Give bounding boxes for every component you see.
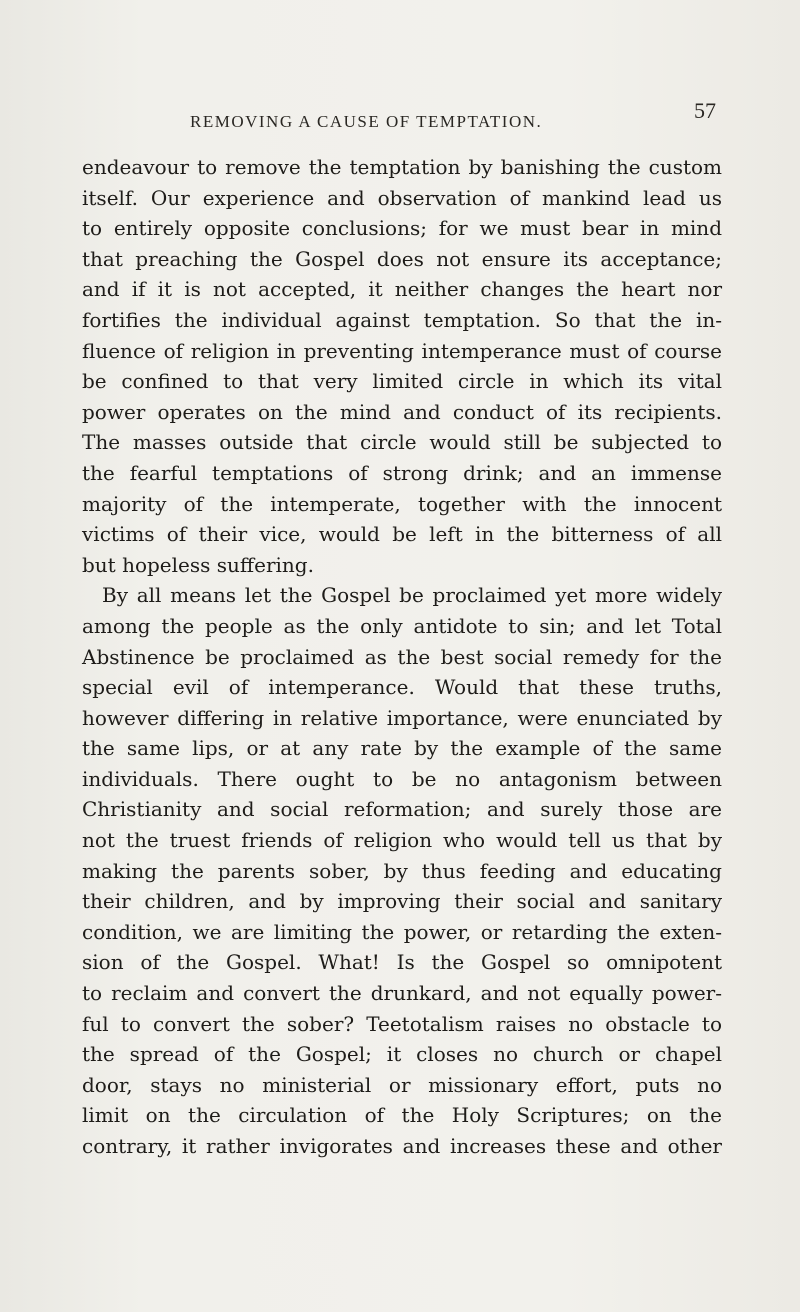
text-line: their children, and by improving their social and sanitary bbox=[82, 889, 722, 914]
text-line: Abstinence be proclaimed as the best social remedy for the bbox=[82, 644, 722, 669]
running-head: REMOVING A CAUSE OF TEMPTATION. bbox=[190, 112, 543, 131]
text-line: be confined to that very limited circle in which its vital bbox=[82, 369, 722, 394]
text-line: victims of their vice, would be left in the bitterness of all bbox=[82, 522, 722, 547]
text-line: and if it is not accepted, it neither changes the heart nor bbox=[82, 277, 722, 302]
text-line: not the truest friends of religion who would tell us that by bbox=[82, 828, 722, 853]
text-line: endeavour to remove the temptation by banishing the custom bbox=[82, 155, 722, 179]
text-line: By all means let the Gospel be proclaimed yet more widely bbox=[102, 583, 722, 608]
text-line: to reclaim and convert the drunkard, and not equally power- bbox=[82, 981, 722, 1006]
text-line: however differing in relative importance, were enunciated by bbox=[82, 705, 722, 730]
text-line: itself. Our experience and observation of mankind lead us bbox=[82, 185, 722, 210]
text-line: fluence of religion in preventing intemperance must of course bbox=[82, 338, 722, 363]
text-line: individuals. There ought to be no antagonism between bbox=[82, 766, 722, 791]
text-line: making the parents sober, by thus feeding and educating bbox=[82, 858, 722, 883]
text-line: the same lips, or at any rate by the example of the same bbox=[82, 736, 722, 761]
text-line: sion of the Gospel. What! Is the Gospel so omnipotent bbox=[82, 950, 722, 975]
text-line: ful to convert the sober? Teetotalism raises no obstacle to bbox=[82, 1011, 722, 1036]
text-line: contrary, it rather invigorates and increases these and other bbox=[82, 1134, 722, 1158]
body-text bbox=[82, 152, 722, 1162]
text-line: the fearful temptations of strong drink; and an immense bbox=[82, 460, 722, 485]
text-line: majority of the intemperate, together with the innocent bbox=[82, 491, 722, 516]
text-line: condition, we are limiting the power, or retarding the exten- bbox=[82, 919, 722, 944]
text-line: fortifies the individual against temptation. So that the in- bbox=[82, 307, 722, 332]
page-number: 57 bbox=[694, 98, 716, 123]
text-line: limit on the circulation of the Holy Scriptures; on the bbox=[82, 1103, 722, 1128]
text-line: power operates on the mind and conduct of its recipients. bbox=[82, 399, 722, 424]
text-line: among the people as the only antidote to sin; and let Total bbox=[82, 613, 722, 638]
text-line: that preaching the Gospel does not ensure its acceptance; bbox=[82, 246, 722, 271]
text-line: the spread of the Gospel; it closes no church or chapel bbox=[82, 1042, 722, 1067]
text-line: special evil of intemperance. Would that these truths, bbox=[82, 675, 722, 700]
text-line: but hopeless suffering. bbox=[82, 552, 314, 577]
text-line: The masses outside that circle would still be subjected to bbox=[82, 430, 722, 455]
text-line: Christianity and social reformation; and surely those are bbox=[82, 797, 722, 822]
text-line: to entirely opposite conclusions; for we must bear in mind bbox=[82, 216, 722, 241]
text-line: door, stays no ministerial or missionary effort, puts no bbox=[82, 1072, 722, 1097]
